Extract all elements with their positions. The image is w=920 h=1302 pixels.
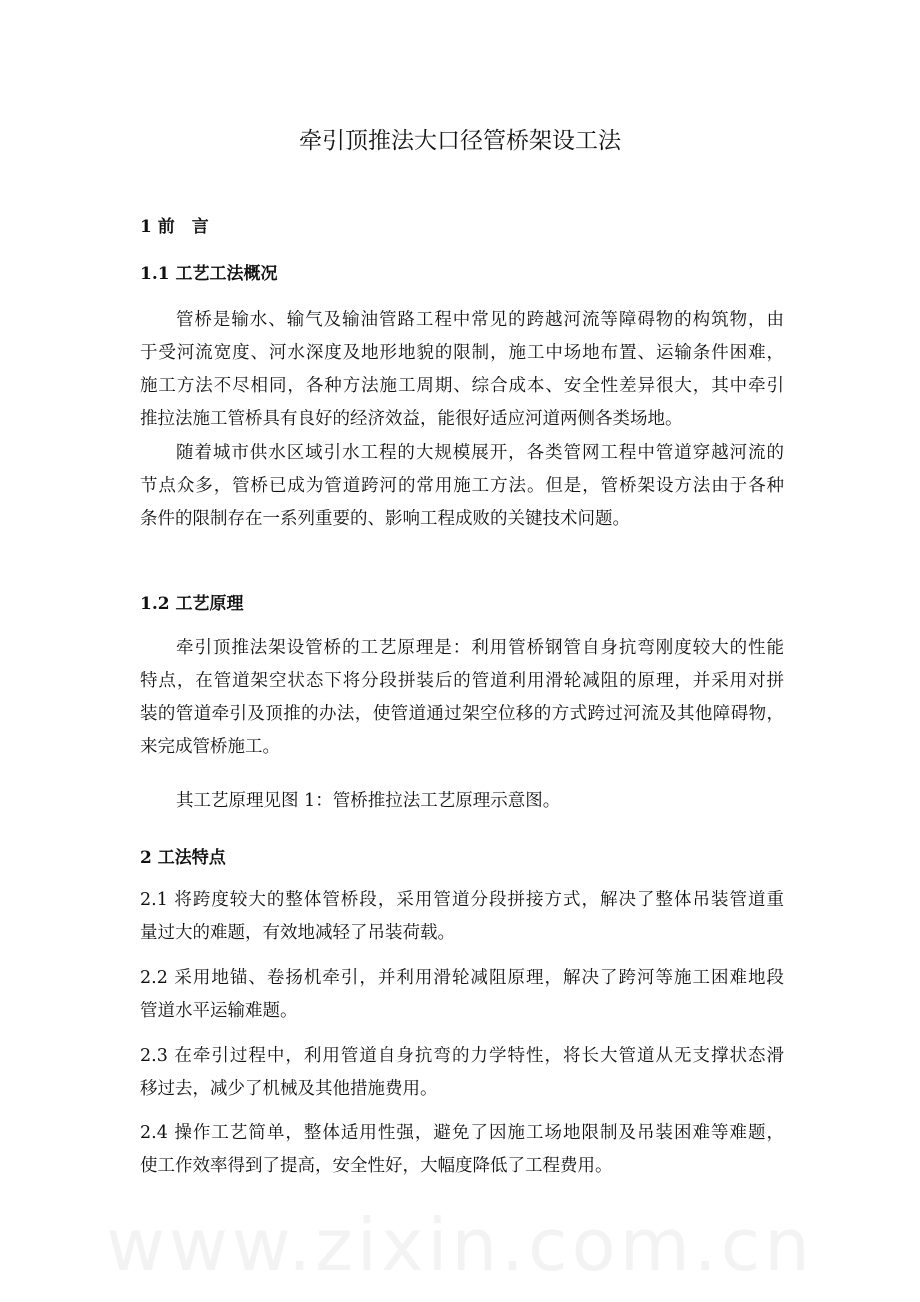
document-title: 牵引顶推法大口径管桥架设工法 (299, 128, 621, 154)
heading-2: 2 工法特点 (140, 848, 226, 868)
text-line: 来完成管桥施工。 (140, 737, 280, 757)
text-line: 量过大的难题，有效地减轻了吊装荷载。 (140, 923, 455, 943)
heading-1-1: 1.1 工艺工法概况 (140, 264, 278, 284)
feature-2-3 (140, 1040, 784, 1106)
paragraph-figure-ref (140, 785, 784, 818)
text-line: 2.1 将跨度较大的整体管桥段，采用管道分段拼接方式，解决了整体吊装管道重 (140, 890, 784, 910)
paragraph-overview-2 (140, 437, 784, 536)
paragraph-principle (140, 632, 784, 764)
text-line: 其工艺原理见图 1：管桥推拉法工艺原理示意图。 (176, 791, 561, 811)
text-line: 随着城市供水区域引水工程的大规模展开，各类管网工程中管道穿越河流的 (176, 443, 784, 463)
feature-2-2 (140, 962, 784, 1028)
paragraph-overview-1 (140, 304, 784, 436)
text-line: 施工方法不尽相同，各种方法施工周期、综合成本、安全性差异很大，其中牵引 (140, 376, 784, 396)
text-line: 牵引顶推法架设管桥的工艺原理是：利用管桥钢管自身抗弯刚度较大的性能 (176, 638, 784, 658)
text-line: 节点众多，管桥已成为管道跨河的常用施工方法。但是，管桥架设方法由于各种 (140, 476, 784, 496)
feature-2-1 (140, 884, 784, 950)
heading-1-2: 1.2 工艺原理 (140, 594, 244, 614)
text-line: 特点，在管道架空状态下将分段拼装后的管道利用滑轮减阻的原理，并采用对拼 (140, 671, 784, 691)
text-line: 于受河流宽度、河水深度及地形地貌的限制，施工中场地布置、运输条件困难， (140, 343, 784, 363)
text-line: 2.2 采用地锚、卷扬机牵引，并利用滑轮减阻原理，解决了跨河等施工困难地段 (140, 968, 784, 988)
text-line: 装的管道牵引及顶推的办法，使管道通过架空位移的方式跨过河流及其他障碍物， (140, 704, 784, 724)
text-line: 管桥是输水、输气及输油管路工程中常见的跨越河流等障碍物的构筑物，由 (176, 310, 784, 330)
text-line: 2.3 在牵引过程中，利用管道自身抗弯的力学特性，将长大管道从无支撑状态滑 (140, 1046, 784, 1066)
feature-2-4 (140, 1117, 784, 1183)
text-line: 推拉法施工管桥具有良好的经济效益，能很好适应河道两侧各类场地。 (140, 409, 683, 429)
text-line: 管道水平运输难题。 (140, 1001, 298, 1021)
watermark: www.zixin.com.cn (106, 1203, 814, 1287)
text-line: 2.4 操作工艺简单，整体适用性强，避免了因施工场地限制及吊装困难等难题， (140, 1123, 784, 1143)
text-line: 移过去，减少了机械及其他措施费用。 (140, 1079, 438, 1099)
heading-1: 1 前 言 (140, 217, 209, 237)
text-line: 使工作效率得到了提高，安全性好，大幅度降低了工程费用。 (140, 1156, 613, 1176)
text-line: 条件的限制存在一系列重要的、影响工程成败的关键技术问题。 (140, 509, 630, 529)
